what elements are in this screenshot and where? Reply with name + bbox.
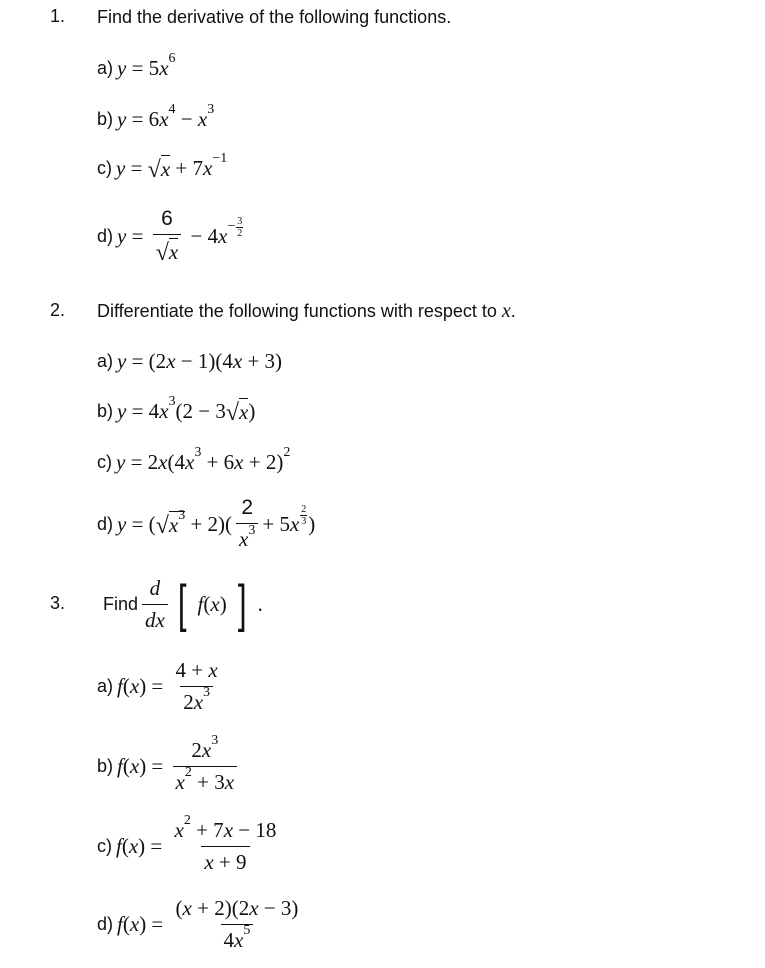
math-variable: x (232, 348, 243, 373)
item-label: d) (97, 225, 114, 246)
radical-sign: √ (155, 240, 169, 266)
math-text: = 5 (126, 55, 160, 80)
math-text: = (2 (126, 348, 167, 373)
math-text: − 3) (258, 895, 299, 920)
math-variable: x (168, 512, 179, 537)
math-text: + 9 (213, 849, 247, 874)
item-label: d) (97, 513, 114, 534)
math-variable: y (117, 511, 127, 536)
superscript (212, 151, 227, 167)
math-text: ( (122, 753, 130, 778)
math-variable: f (192, 591, 204, 616)
math-text: 3 (168, 394, 176, 409)
math-expression (117, 733, 241, 795)
denominator (236, 523, 258, 552)
fraction (153, 207, 182, 265)
math-text: 5 (243, 923, 251, 938)
math-variable: f (117, 673, 123, 698)
math-text: + 2)(2 (191, 895, 250, 920)
numerator (173, 658, 221, 686)
superscript (194, 445, 201, 461)
title-text: Differentiate the following functions with respect to (97, 300, 497, 321)
math-text: 6 (161, 207, 173, 230)
denominator (221, 924, 254, 953)
denominator (236, 227, 243, 239)
problem-number: 3. (50, 593, 66, 613)
math-variable: x (234, 449, 244, 474)
math-text: ) = (139, 673, 169, 698)
math-text: ) (308, 511, 316, 536)
math-text: = (126, 223, 149, 248)
math-text: ) (248, 398, 256, 423)
math-text: = 2 (125, 449, 159, 474)
math-text: 3 (207, 102, 215, 117)
denominator (201, 846, 249, 875)
math-variable: x (239, 527, 249, 551)
math-variable: x (174, 817, 184, 842)
item-label: b) (97, 108, 114, 129)
superscript (283, 445, 290, 461)
math-variable: y (117, 398, 127, 423)
math-text: 2 (301, 503, 307, 515)
math-variable: y (116, 449, 126, 474)
math-variable: x (128, 833, 139, 858)
superscript (184, 813, 191, 829)
math-variable: x (160, 156, 171, 181)
numerator (172, 813, 280, 846)
math-variable: f (117, 753, 123, 778)
square-root (155, 508, 186, 539)
item-label: c) (97, 835, 112, 856)
math-variable: x (129, 911, 140, 936)
math-variable: x (249, 895, 259, 920)
item-label: a) (97, 350, 114, 371)
superscript (248, 523, 255, 539)
numerator (158, 207, 176, 234)
superscript (211, 733, 218, 749)
math-text: 4 + (175, 657, 209, 682)
math-variable: y (117, 55, 127, 80)
math-text: = 6 (126, 106, 160, 131)
fraction (236, 496, 258, 552)
denominator (300, 515, 307, 527)
math-text: + 7 (170, 155, 204, 180)
math-variable: d (149, 575, 161, 600)
math-expression (117, 349, 282, 374)
radicand (161, 155, 170, 182)
math-text: ( (122, 673, 130, 698)
math-text: 2 (183, 689, 194, 714)
math-variable: dx (145, 607, 165, 632)
radical-sign: √ (225, 399, 240, 426)
math-variable: y (117, 223, 127, 248)
fraction (172, 813, 280, 875)
math-text: ) = (139, 753, 169, 778)
math-text: 2 (184, 765, 192, 780)
bracket: ] (237, 575, 247, 633)
math-variable: y (116, 155, 126, 180)
math-text: + 2)( (185, 511, 233, 536)
math-text: ( (121, 833, 129, 858)
math-expression (117, 394, 256, 426)
fraction (173, 658, 221, 715)
math-text: 2 (241, 496, 254, 519)
math-variable: y (117, 348, 127, 373)
math-variable: x (201, 737, 212, 762)
math-variable: f (116, 833, 122, 858)
item-label: a) (97, 675, 114, 696)
math-expression (116, 813, 283, 875)
math-variable: x (129, 753, 140, 778)
math-variable: x (224, 769, 235, 794)
math-text: = 4 (126, 398, 160, 423)
fraction (236, 216, 243, 239)
math-text: = (125, 155, 148, 180)
math-text: ( (122, 911, 130, 936)
math-variable: x (197, 106, 208, 131)
math-text: 6 (168, 51, 176, 66)
math-text: (4 (167, 449, 185, 474)
superscript (299, 504, 308, 527)
math-text: 3 (194, 445, 202, 460)
math-variable: x (239, 399, 249, 424)
math-text: = ( (126, 511, 156, 536)
math-variable: x (203, 155, 213, 180)
denominator (142, 604, 168, 633)
math-variable: x (129, 673, 140, 698)
superscript (169, 102, 176, 118)
math-variable: x (158, 449, 168, 474)
math-variable: x (204, 849, 214, 874)
math-text: ( (203, 591, 211, 616)
math-text: − (227, 219, 236, 234)
math-text: 4 (223, 927, 235, 952)
math-text: −1 (212, 151, 228, 166)
title-end: . (510, 300, 516, 321)
math-expression (117, 658, 225, 715)
math-variable: x (223, 817, 234, 842)
item-label: d) (97, 913, 114, 934)
math-variable: x (166, 348, 176, 373)
math-expression (116, 151, 228, 183)
fraction (300, 504, 307, 527)
fraction (173, 733, 238, 795)
math-variable: f (117, 911, 123, 936)
math-variable: x (193, 689, 204, 714)
square-root (148, 155, 171, 182)
fraction (173, 896, 302, 953)
math-text: 2 (191, 737, 202, 762)
numerator (147, 576, 164, 604)
square-root (226, 398, 249, 425)
superscript (243, 923, 250, 939)
radical-sign: √ (147, 156, 161, 183)
radicand (169, 238, 178, 265)
item-label: b) (97, 755, 114, 776)
superscript (227, 216, 244, 239)
math-variable: y (117, 106, 127, 131)
math-expression (117, 207, 244, 265)
square-root (156, 238, 179, 265)
numerator (188, 733, 221, 766)
math-variable: x (208, 657, 218, 682)
radicand (239, 398, 248, 425)
superscript (169, 51, 176, 67)
item-label: a) (97, 57, 114, 78)
math-expression (116, 445, 291, 475)
math-variable: x (159, 106, 169, 131)
math-text: ) = (139, 911, 169, 936)
math-text: 2 (183, 813, 191, 828)
math-text: + 3 (191, 769, 225, 794)
math-text: + 2) (243, 449, 284, 474)
math-variable: x (185, 449, 195, 474)
math-text: 2 (237, 227, 243, 239)
item-label: c) (97, 157, 112, 178)
math-text: (2 − 3 (175, 398, 226, 423)
denominator (153, 234, 182, 265)
title-variable: x (501, 299, 511, 322)
math-text: 3 (248, 522, 256, 538)
math-variable: x (218, 223, 228, 248)
math-text: + 3) (242, 348, 283, 373)
superscript (185, 765, 192, 781)
superscript (169, 394, 176, 410)
math-text: + 7 (190, 817, 224, 842)
math-text: 3 (211, 733, 219, 748)
item-label: c) (97, 451, 112, 472)
math-text: 3 (178, 508, 186, 523)
math-text: ( (175, 895, 183, 920)
math-variable: x (159, 55, 169, 80)
item-label: b) (97, 400, 114, 421)
math-text: . (252, 591, 263, 616)
math-text: 2 (283, 445, 291, 460)
problem-number: 2. (50, 300, 66, 320)
math-variable: x (168, 240, 179, 264)
math-expression (117, 102, 215, 132)
math-text: + 6 (201, 449, 235, 474)
numerator (300, 504, 307, 515)
math-text: 3 (301, 515, 307, 527)
math-text: − 18 (233, 817, 277, 842)
fraction (142, 576, 168, 633)
radicand (168, 508, 186, 538)
superscript (203, 685, 210, 701)
math-text: 3 (203, 685, 211, 700)
bracket: [ (177, 575, 187, 633)
numerator (236, 216, 243, 227)
math-variable: x (182, 895, 192, 920)
superscript (178, 508, 185, 524)
numerator (173, 896, 302, 924)
math-text: + 5 (262, 511, 290, 536)
denominator (180, 686, 213, 715)
derivative-expression (138, 576, 263, 633)
math-text: − (175, 106, 198, 131)
math-text: − 4 (185, 223, 219, 248)
title-text: Find the derivative of the following functions. (97, 6, 452, 27)
math-text: 4 (168, 102, 176, 117)
superscript (207, 102, 214, 118)
problem-number: 1. (50, 6, 66, 26)
math-expression (117, 896, 305, 953)
denominator (173, 766, 238, 795)
numerator (238, 496, 256, 523)
math-text: − 1)(4 (175, 348, 233, 373)
math-text: ) (219, 591, 232, 616)
title-text: Find (103, 593, 139, 614)
math-text: 3 (237, 215, 243, 227)
math-expression (117, 496, 315, 552)
math-text: ) = (138, 833, 168, 858)
math-variable: x (159, 398, 169, 423)
math-variable: x (210, 591, 220, 616)
radical-sign: √ (155, 512, 169, 539)
math-expression (117, 51, 176, 81)
math-variable: x (175, 769, 185, 794)
math-variable: x (289, 511, 300, 536)
math-variable: x (234, 927, 244, 952)
